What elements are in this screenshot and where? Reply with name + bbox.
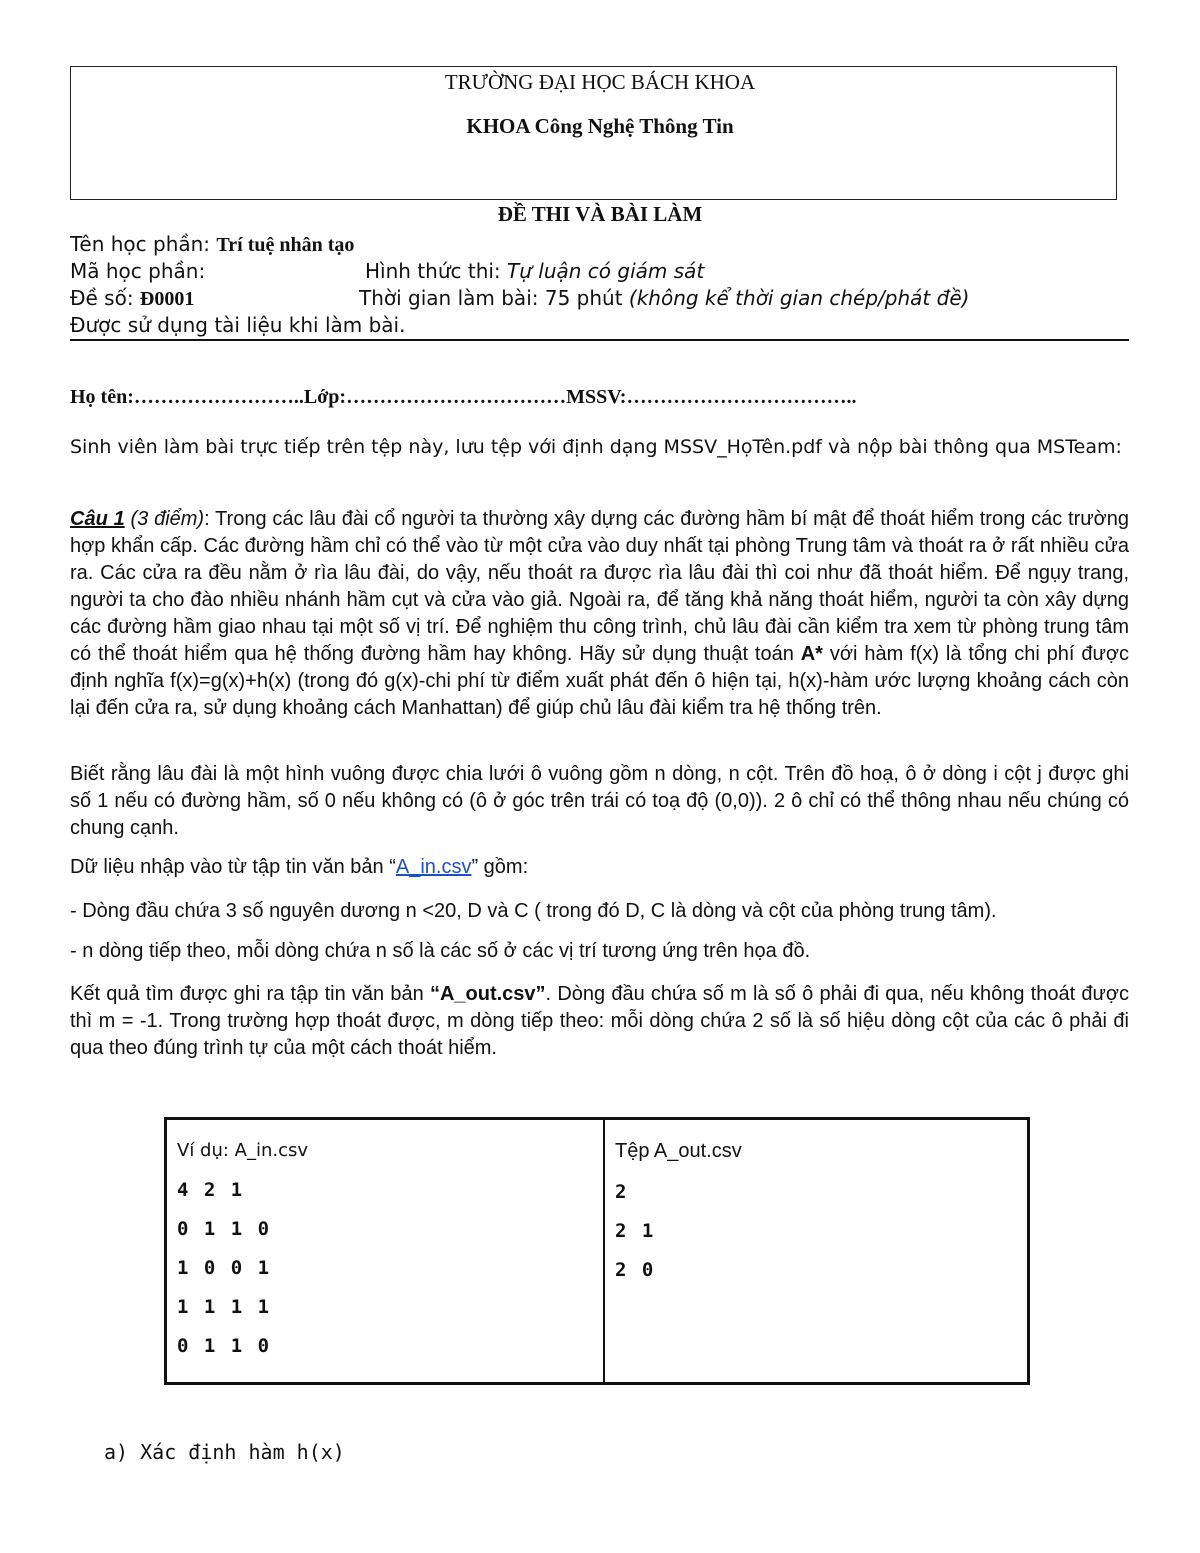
example-input-line: 0 1 1 0 — [177, 1335, 272, 1357]
grid-description: Biết rằng lâu đài là một hình vuông được chia lưới ô vuông gồm n dòng, n cột. Trên đồ hoạ, ô ở dòng i cột j được ghi số 1 nếu có đường hầm, số 0 nếu không có (ô ở góc trên trái có toạ độ (0,0)). 2 ô chỉ có thể thông nhau nếu chúng có chung cạnh. — [70, 763, 1129, 839]
input-desc-pre: Dữ liệu nhập vào từ tập tin văn bản “ — [70, 856, 396, 878]
example-input-line: 1 0 0 1 — [177, 1257, 272, 1279]
question-1 — [70, 506, 1129, 722]
example-output-line: 2 0 — [615, 1259, 656, 1281]
form-label: Hình thức thi: — [365, 259, 508, 283]
example-output-cell — [604, 1119, 1029, 1384]
exam-label: Đề số: — [70, 286, 140, 310]
input-desc-post: ” gồm: — [471, 856, 529, 878]
code-row — [70, 259, 705, 283]
question-1-text: : Trong các lâu đài cổ người ta thường xây dựng các đường hầm bí mật để thoát hiểm trong các trường hợp khẩn cấp. Các đường hầm chỉ có thể vào từ một cửa vào duy nhất tại phòng Trung tâm và thoát ra ở rất nhiều cửa ra. Các cửa ra đều nằm ở rìa lâu đài, do vậy, nếu thoát ra được rìa lâu đài thì coi như đã thoát hiểm. Để ngụy trang, người ta cho đào nhiều nhánh hầm cụt và cửa vào giả. Ngoài ra, để tăng khả năng thoát hiểm, người ta còn xây dựng các đường hầm giao nhau tại một số vị trí. Để nghiệm thu công trình, chủ lâu đài cần kiểm tra xem từ phòng trung tâm có thể thoát hiểm qua hệ thống đường hầm hay không. Hãy sử dụng thuật toán — [70, 508, 1129, 665]
output-desc-pre: Kết quả tìm được ghi ra tập tin văn bản — [70, 983, 430, 1005]
example-input-line: 1 1 1 1 — [177, 1296, 272, 1318]
code-label: Mã học phần: — [70, 259, 206, 283]
example-input-line: 0 1 1 0 — [177, 1218, 272, 1240]
input-line-n-desc: - n dòng tiếp theo, mỗi dòng chứa n số là các số ở các vị trí tương ứng trên họa đồ. — [70, 940, 811, 962]
exam-value: Đ0001 — [139, 288, 195, 310]
input-file-link[interactable]: A_in.csv — [395, 856, 472, 878]
time-note: (không kể thời gian chép/phát đề) — [628, 286, 970, 310]
question-1-points: (3 điểm) — [124, 508, 205, 530]
example-output-title: Tệp A_out.csv — [615, 1140, 742, 1162]
exam-title: ĐỀ THI VÀ BÀI LÀM — [497, 202, 703, 226]
question-1-label: Câu 1 — [70, 508, 125, 530]
example-output-line: 2 — [615, 1181, 629, 1203]
output-desc-post: . Dòng đầu chứa số m là số ô phải đi qua, nếu không thoát được thì m = -1. Trong trường hợp thoát được, m dòng tiếp theo: mỗi dòng chứa 2 số là số hiệu dòng cột của các ô phải đi qua theo đúng trình tự của một cách thoát hiểm. — [70, 983, 1130, 1059]
time-label: Thời gian làm bài: 75 phút — [359, 286, 629, 310]
separator-rule — [70, 339, 1129, 341]
student-info-line: Họ tên:……………………..Lớp:……………………………MSSV:…………………………….. — [70, 386, 857, 408]
exam-row — [70, 286, 970, 311]
example-input-line: 4 2 1 — [177, 1179, 245, 1201]
example-input-cell — [166, 1119, 605, 1384]
question-1-text2: với hàm f(x) là tổng chi phí được định nghĩa f(x)=g(x)+h(x) (trong đó g(x)-chi phí từ điểm xuất phát đến ô hiện tại, h(x)-hàm ước lượng khoảng cách còn lại đến cửa ra, sử dụng khoảng cách Manhattan) để giúp chủ lâu đài kiểm tra hệ thống trên. — [70, 643, 1129, 719]
course-label: Tên học phần: — [70, 232, 217, 256]
example-input-title: Ví dụ: A_in.csv — [177, 1140, 309, 1161]
input-line-1-desc: - Dòng đầu chứa 3 số nguyên dương n <20, D và C ( trong đó D, C là dòng và cột của phòng trung tâm). — [70, 900, 997, 922]
output-description — [70, 981, 1129, 1062]
course-row — [70, 232, 354, 257]
example-output-line: 2 1 — [615, 1220, 656, 1242]
algorithm-name: A* — [800, 643, 823, 665]
docs-allowed: Được sử dụng tài liệu khi làm bài. — [70, 313, 406, 337]
faculty-name: KHOA Công Nghệ Thông Tin — [466, 114, 734, 138]
output-file-name: “A_out.csv” — [429, 983, 546, 1005]
instructions: Sinh viên làm bài trực tiếp trên tệp này, lưu tệp với định dạng MSSV_HọTên.pdf và nộp bài thông qua MSTeam: — [70, 436, 1122, 458]
input-description — [70, 854, 1129, 881]
course-value: Trí tuệ nhân tạo — [216, 234, 355, 256]
subquestion-a: a) Xác định hàm h(x) — [104, 1440, 345, 1464]
university-name: TRƯỜNG ĐẠI HỌC BÁCH KHOA — [444, 70, 756, 94]
form-value: Tự luận có giám sát — [507, 259, 705, 283]
example-table — [164, 1117, 1030, 1385]
